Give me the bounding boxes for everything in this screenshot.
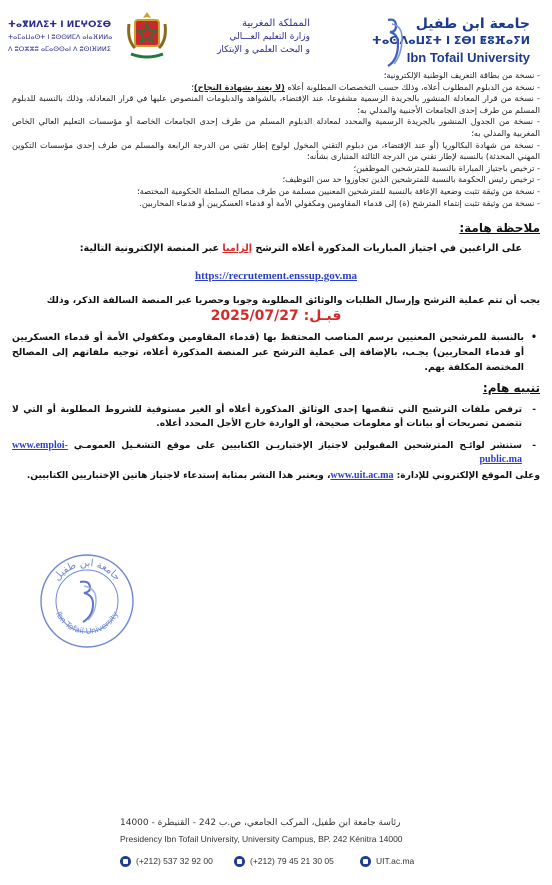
reserved-posts-note: • بالنسبة للمرشحين المعنيين برسم المناصب المحتفظ بها (قدماء المقاومين ومكفولي الأمة أو قدماء العسكريين أو قدماء المحاربين) يجـب، بالإضافة إلى عملية الترشح عبر المنصة المذكورة أعلاه، توجيه ملفاتهم إلى المصالح المختصة المكلفة بهم. xyxy=(12,330,540,375)
phone-icon xyxy=(120,856,131,867)
university-name-tifinagh: ⵜⴰⵙⴷⴰⵡⵉⵜ ⵏ ⵉⴱⵏ ⵟⵓⴼⴰⵢⵍ xyxy=(372,34,530,47)
deadline-date: قبـل: 2025/07/27 xyxy=(210,308,342,325)
university-seal-icon xyxy=(38,552,136,650)
footer-website[interactable]: UIT.ac.ma xyxy=(360,856,414,867)
footer-phone-2: (+212) 79 45 21 30 05 xyxy=(234,856,334,867)
moroccan-coat-of-arms-icon xyxy=(125,10,169,62)
list-item: - نسخة من الجدول المنشور بالجريدة الرسمية والمحدد لمعادلة الدبلوم المسلم من طرف إحدى الجامعات الخاصة أو مؤسسات التعليم العالي الخاص المغربية والمدلي به؛ xyxy=(12,116,540,138)
list-item: - نسخة من قرار المعادلة المنشور بالجريدة الرسمية مشفوعا، عند الإقتضاء، بالشواهد والدبلومات المنصوص عليها في قرار المعادلة، وذلك بالنسبة للدبلوم المسلم من طرف إحدى الجامعات الأجنبية والمدلي به؛ xyxy=(12,93,540,115)
deadline-intro: يجب أن تتم عملية الترشح وإرسال الطلبات والوثائق المطلوبة وجوبا وحصريا عبر المنصة السالفة الذكر، وذلك xyxy=(46,295,540,307)
success-cert-note: (لا يعتد بشهادة النجاح) xyxy=(193,81,285,92)
list-item: - ترخيص رئيس الحكومة بالنسبة للمترشحين الذين تجاوزوا حد سن التوظيف؛ xyxy=(282,174,540,185)
globe-icon xyxy=(360,856,371,867)
warning-item-website: وعلى الموقع الإلكتروني للإدارة: www.uit.ac.ma، ويعتبر هذا النشر بمثابة إستدعاء لاجتياز هاتين الإختباريين الكتابيين. xyxy=(26,470,540,482)
list-item: - ترخيص باجتياز المباراة بالنسبة للمترشحين الموظفين؛ xyxy=(353,162,540,173)
important-note-heading: ملاحظة هامة: xyxy=(459,221,540,236)
emploi-public-link[interactable]: www.emploi-public.ma xyxy=(12,440,522,466)
university-mark-icon xyxy=(382,16,408,68)
footer-phone-1: (+212) 537 32 92 00 xyxy=(120,856,213,867)
kingdom-arabic: المملكة المغربية xyxy=(242,18,310,29)
requirements-list xyxy=(12,70,540,209)
list-item: - نسخة من وثيقة تثبت إنتماء المترشح (ة) إلى قدماء المقاومين ومكفولي الأمة أو قدماء العسكريين أو قدماء المحاربين. xyxy=(139,197,540,208)
svg-text:جامعة ابن طفيل: جامعة ابن طفيل xyxy=(51,557,123,584)
ministry-arabic-line2: و البحث العلمي و الإبتكار xyxy=(217,45,310,55)
phone-icon xyxy=(234,856,245,867)
ministry-tifinagh-line1: ⵜⴰⵎⴰⵡⴰⵙⵜ ⵏ ⵓⵙⵙⵍⵎⴷ ⴰⵏⴰⴼⵍⵍⴰ xyxy=(8,33,113,41)
platform-link[interactable]: https://recrutement.enssup.gov.ma xyxy=(194,270,358,283)
footer-address-arabic: رئاسة جامعة ابن طفيل، المركب الجامعي، ص.ب 242 - القنيطرة - 14000 xyxy=(120,818,401,828)
footer-address-english: Presidency Ibn Tofail University, University Campus, BP. 242 Kénitra 14000 xyxy=(120,834,403,844)
warning-item-publication: - ستنشر لوائـح المترشحين المقبولين لاجتياز الإختباريـن الكتابيين على موقع التشغـيل العمومـي www.emploi-public.ma xyxy=(12,440,536,466)
warning-heading: تنبيه هام: xyxy=(482,381,540,396)
kingdom-tifinagh: ⵜⴰⴳⵍⴷⵉⵜ ⵏ ⵍⵎⵖⵔⵉⴱ xyxy=(8,20,112,30)
announcement-body xyxy=(12,70,540,483)
svg-text:Ibn Tofail University: Ibn Tofail University xyxy=(53,610,121,636)
page-header xyxy=(0,8,552,66)
list-item: - نسخة من بطاقة التعريف الوطنية الإلكترونية؛ xyxy=(383,70,540,80)
university-name-arabic: جامعة ابن طفيل xyxy=(415,16,530,32)
list-item: - نسخة من الدبلوم المطلوب أعلاه، وذلك حسب التخصصات المطلوبة أعلاه (لا يعتد بشهادة النجاح)؛ xyxy=(191,81,540,92)
warning-item-rejection: - ترفض ملفات الترشيح التي تنقصها إحدى الوثائق المذكورة أعلاه أو الغير مستوفية للشروط المطلوبة أو التي لا تتضمن تصريحات أو بيانات أو معلومات صحيحة، أو الواردة خارج الأجل المحدد أعلاه. xyxy=(12,405,536,430)
important-note-text: على الراغبين في اجتياز المباريات المذكورة أعلاه الترشح إلزاميا عبر المنصة الإلكترونية التالية: xyxy=(79,243,522,255)
ministry-arabic-line1: وزارة التعليم العـــالي xyxy=(229,32,310,42)
ministry-tifinagh-line2: ⴷ ⵓⵔⵣⵣⵓ ⴰⵎⴰⵙⵙⴰⵏ ⴷ ⵓⵙⵏⴼⵍⵍⵉ xyxy=(8,45,111,53)
university-logo xyxy=(372,12,540,68)
university-name-english: Ibn Tofail University xyxy=(406,50,530,65)
mandatory-word: إلزاميا xyxy=(222,243,253,255)
list-item: - نسخة من وثيقة تثبت وضعية الإعاقة بالنسبة للمترشحين المعنيين مسلمة من طرف مصالح السلطة الحكومية المختصة؛ xyxy=(137,185,540,196)
uit-website-link[interactable]: www.uit.ac.ma xyxy=(330,470,394,482)
list-item: - نسخة من شهادة البكالوريا (أو عند الإقتضاء، من دبلوم التقني المخول لولوج إطار تقني من الدرجة الرابعة والمسلم من طرف إحدى مؤسسات التكوين المهني المحدثة) بالنسبة لإطار تقني من الدرجة الثالثة المتبارى بشأنه؛ xyxy=(12,139,540,162)
